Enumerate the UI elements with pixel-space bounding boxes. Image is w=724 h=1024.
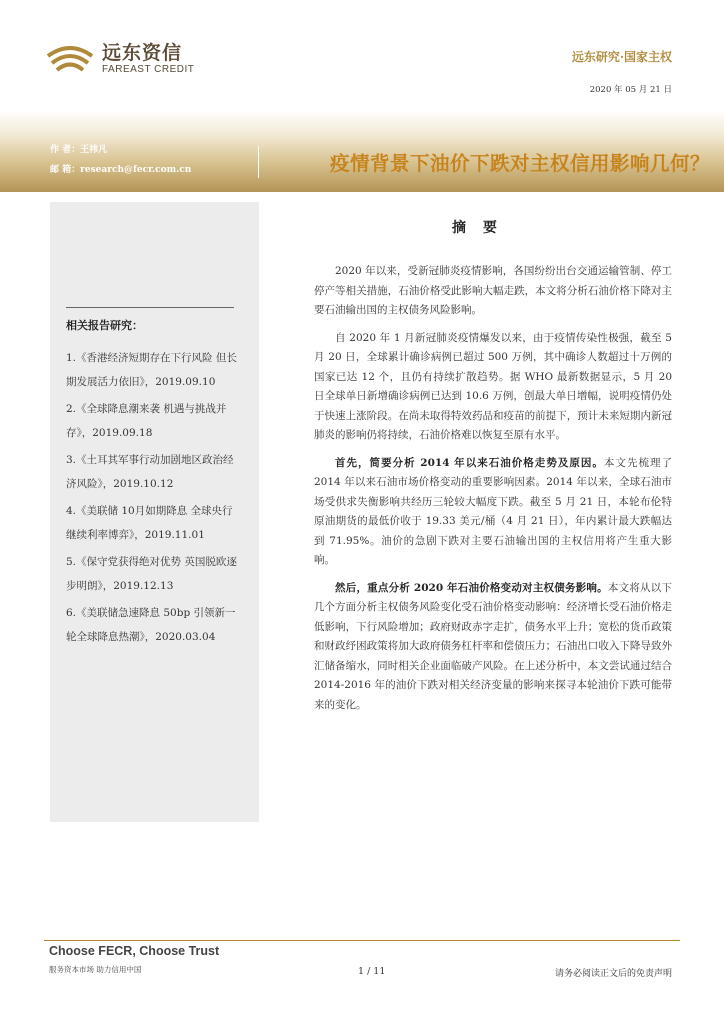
logo-chinese-name: 远东资信 (102, 42, 183, 64)
banner-divider (258, 146, 259, 178)
email-line (50, 162, 191, 175)
related-report-item[interactable]: 1.《香港经济短期存在下行风险 但长期发展活力依旧》，2019.09.10 (66, 352, 237, 388)
footer-divider (44, 940, 680, 941)
logo (44, 42, 194, 76)
author-line (50, 142, 107, 155)
abstract-body (314, 262, 672, 723)
abstract-paragraph-2: 自 2020 年 1 月新冠肺炎疫情爆发以来，由于疫情传染性极强，截至 5 月 20 日，全球累计确诊病例已超过 500 万例，其中确诊人数超过十万例的国家已达 12 个，且仍有持续扩散趋势。据 WHO 最新数据显示，5 月 20 日全球单日新增确诊病例已达到 10.6 万例，创最大单日增幅，说明疫情仍处于快速上涨阶段。在尚未取得特效药品和疫苗的前提下，预计未来短期内新冠肺炎的影响仍将持续，石油价格难以恢复至原有水平。 (314, 331, 672, 441)
report-series: 远东研究·国家主权 (571, 50, 672, 64)
email-address[interactable]: research@fecr.com.cn (80, 165, 192, 175)
abstract-paragraph-3 (314, 454, 672, 571)
abstract-heading: 摘 要 (452, 220, 503, 236)
footer-slogan: Choose FECR, Choose Trust (49, 944, 220, 958)
paragraph-lead: 然后，重点分析 2020 年石油价格变动对主权债务影响。 (335, 581, 608, 594)
paragraph-text: 本文将从以下几个方面分析主权债务风险变化受石油价格变动影响：经济增长受石油价格走低影响，下行风险增加；政府财政赤字走扩，债务水平上升；宽松的货币政策和财政纾困政策将加大政府债务杠杆率和偿债压力；石油出口收入下降导致外汇储备缩水，同时相关企业面临破产风险。在上述分析中，本文尝试通过结合 2014-2016 年的油价下跌对相关经济变量的影响来探寻本轮油价下跌可能带来的变化。 (314, 581, 672, 711)
related-report-item[interactable]: 4.《美联储 10月如期降息 全球央行继续利率博弈》，2019.11.01 (66, 505, 233, 541)
related-report-item[interactable]: 3.《土耳其军事行动加剧地区政治经济风险》，2019.10.12 (66, 454, 234, 490)
related-report-item[interactable]: 2.《全球降息潮来袭 机遇与挑战并存》，2019.09.18 (66, 403, 227, 439)
related-report-item[interactable]: 6.《美联储急速降息 50bp 引领新一轮全球降息热潮》，2020.03.04 (66, 607, 236, 643)
footer-subslogan: 服务资本市场 助力信用中国 (49, 965, 142, 974)
page-number: 1 / 11 (358, 966, 386, 977)
email-label: 邮 箱： (50, 165, 81, 175)
related-reports-heading: 相关报告研究： (66, 319, 143, 332)
abstract-paragraph-1: 2020 年以来，受新冠肺炎疫情影响，各国纷纷出台交通运输管制、停工停产等相关措施，石油价格受此影响大幅走跌，本文将分析石油价格下降对主要石油输出国的主权债务风险影响。 (314, 265, 672, 316)
report-date: 2020 年 05 月 21 日 (589, 85, 672, 95)
author-label: 作 者： (50, 145, 81, 155)
disclaimer-note: 请务必阅读正文后的免责声明 (554, 969, 672, 979)
paragraph-lead: 首先，简要分析 2014 年以来石油价格走势及原因。 (335, 456, 604, 469)
paragraph-text: 本文先梳理了 2014 年以来石油市场价格变动的重要影响因素。2014 年以来，全球石油市场受供求失衡影响共经历三轮较大幅度下跌。截至 5 月 21 日，本轮布伦特原油期货的最低价收于 19.33 美元/桶（4 月 21 日），年内累计最大跌幅达到 71.95%。油价的急剧下跌对主要石油输出国的主权信用将产生重大影响。 (314, 456, 672, 566)
abstract-paragraph-4 (314, 579, 672, 716)
author-name: 王祎凡 (80, 145, 108, 155)
related-reports-list (66, 346, 242, 652)
fareast-logo-icon (44, 42, 96, 76)
report-title: 疫情背景下油价下跌对主权信用影响几何？ (329, 152, 710, 175)
related-report-item[interactable]: 5.《保守党获得绝对优势 英国脱欧逐步明朗》，2019.12.13 (66, 556, 237, 592)
sidebar-divider (66, 307, 234, 308)
logo-english-name: FAREAST CREDIT (102, 64, 195, 75)
